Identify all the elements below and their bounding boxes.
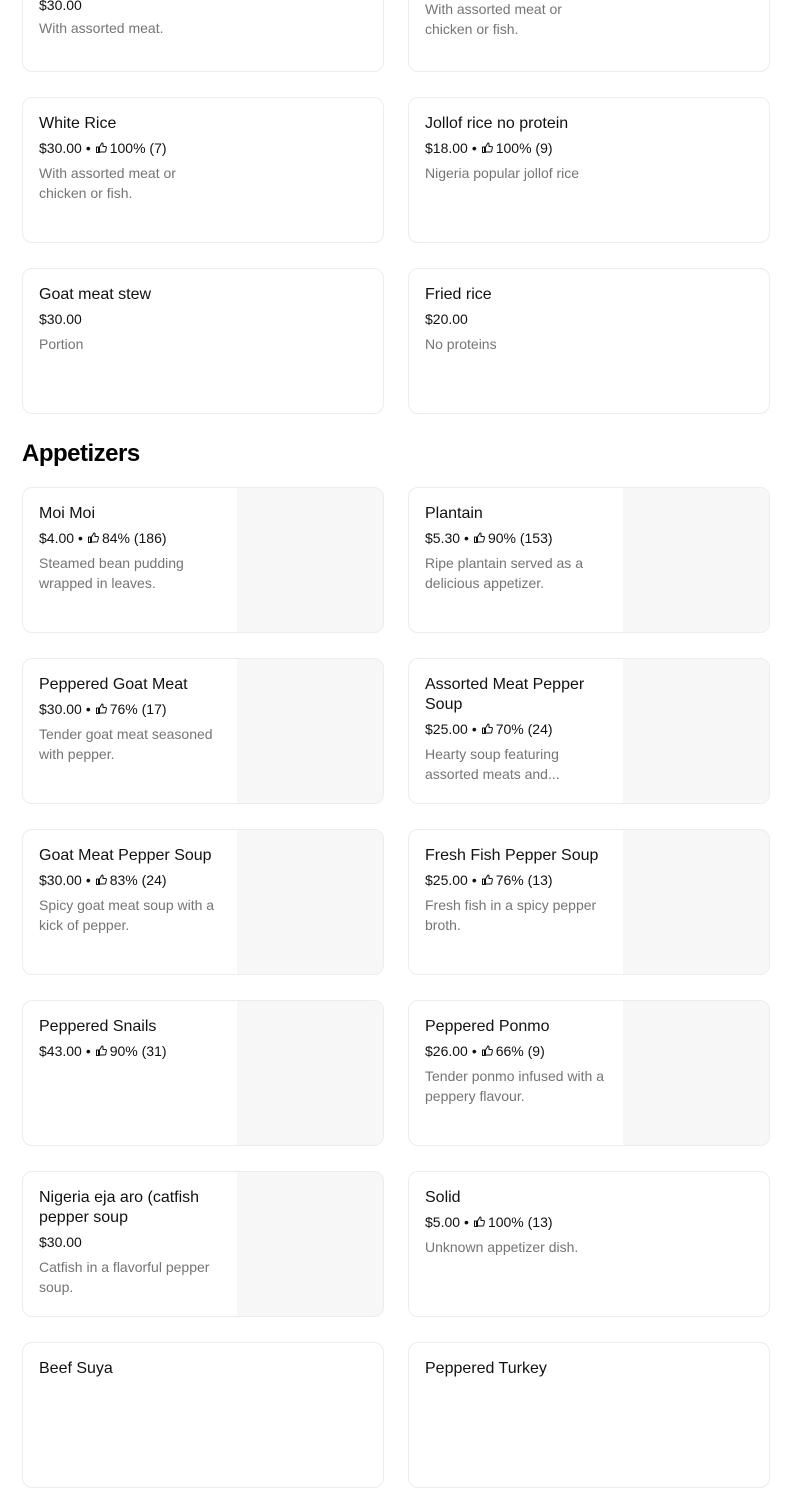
item-price: $25.00 (425, 872, 468, 888)
item-name: White Rice (39, 115, 117, 132)
item-rating: 100% (7) (109, 140, 167, 156)
item-meta: $30.00 • 76% (17) (39, 701, 167, 717)
item-meta: $43.00 • 90% (31) (39, 1043, 167, 1059)
item-description: Steamed bean pudding wrapped in leaves. (39, 555, 184, 591)
item-name: Peppered Snails (39, 1018, 157, 1035)
menu-item-card[interactable] (22, 487, 384, 633)
item-description: Fresh fish in a spicy pepper broth. (425, 897, 597, 933)
item-rating: 100% (9) (495, 140, 553, 156)
menu-item-card[interactable] (408, 487, 770, 633)
item-meta: $25.00 • 70% (24) (425, 721, 553, 737)
item-image-placeholder (623, 830, 769, 974)
item-meta: $30.00 • 83% (24) (39, 872, 167, 888)
item-image-placeholder (623, 488, 769, 632)
item-name: Plantain (425, 505, 483, 522)
item-image-placeholder (237, 1001, 383, 1145)
item-description: Unknown appetizer dish. (425, 1239, 579, 1255)
item-description: Catfish in a flavorful pepper soup. (39, 1259, 210, 1295)
item-name: Moi Moi (39, 505, 96, 522)
item-name: Jollof rice no protein (425, 115, 569, 132)
item-rating: 84% (186) (101, 530, 167, 546)
item-image-placeholder (623, 659, 769, 803)
item-meta (39, 310, 367, 328)
item-meta (39, 1233, 223, 1251)
item-meta: $18.00 • 100% (9) (425, 140, 553, 156)
menu-item-card[interactable] (22, 829, 384, 975)
item-description: Tender ponmo infused with a peppery flavour. (425, 1068, 604, 1104)
item-description: Hearty soup featuring assorted meats and... (425, 746, 560, 782)
item-name: Solid (425, 1189, 461, 1206)
item-rating: 90% (153) (487, 530, 553, 546)
menu-item-card[interactable] (22, 1171, 384, 1317)
item-price: $30.00 (39, 872, 82, 888)
thumbs-up-icon (473, 532, 485, 544)
thumbs-up-icon (95, 874, 107, 886)
item-name: Fried rice (425, 286, 492, 303)
item-image-placeholder (237, 1172, 383, 1316)
item-description: Tender goat meat seasoned with pepper. (39, 726, 213, 762)
item-description: Portion (39, 336, 84, 352)
item-meta: $5.30 • 90% (153) (425, 530, 553, 546)
menu-item-card[interactable] (22, 0, 384, 72)
item-price: $18.00 (425, 140, 468, 156)
item-meta (425, 310, 753, 328)
item-meta: $4.00 • 84% (186) (39, 530, 167, 546)
thumbs-up-icon (481, 142, 493, 154)
item-rating: 76% (17) (109, 701, 167, 717)
thumbs-up-icon (95, 1045, 107, 1057)
section-title-appetizers: Appetizers (22, 440, 140, 467)
item-image-placeholder (237, 830, 383, 974)
item-description: Spicy goat meat soup with a kick of pepper. (39, 897, 215, 933)
menu-item-card[interactable] (408, 1000, 770, 1146)
item-price: $20.00 (425, 311, 468, 327)
item-name: Peppered Ponmo (425, 1018, 550, 1035)
item-price: $5.00 (425, 1214, 461, 1230)
item-price: $30.00 (39, 701, 82, 717)
item-price: $25.00 (425, 721, 468, 737)
menu-item-card[interactable] (408, 829, 770, 975)
item-price: $43.00 (39, 1043, 82, 1059)
menu-item-card[interactable] (22, 1342, 384, 1488)
item-name: Nigeria eja aro (catfish pepper soup (39, 1189, 200, 1226)
item-image-placeholder (237, 659, 383, 803)
item-description: No proteins (425, 336, 497, 352)
item-meta: $25.00 • 76% (13) (425, 872, 553, 888)
item-price: $26.00 (425, 1043, 468, 1059)
menu-item-card[interactable] (22, 97, 384, 243)
item-price: $30.00 (39, 1234, 82, 1250)
item-name: Peppered Goat Meat (39, 676, 188, 693)
menu-item-card[interactable] (408, 0, 770, 72)
item-rating: 70% (24) (495, 721, 553, 737)
menu-item-card[interactable] (408, 1171, 770, 1317)
item-rating: 76% (13) (495, 872, 553, 888)
menu-item-card[interactable] (22, 658, 384, 804)
menu-item-card[interactable] (408, 658, 770, 804)
menu-item-card[interactable] (408, 268, 770, 414)
item-rating: 83% (24) (109, 872, 167, 888)
item-description: With assorted meat or chicken or fish. (425, 1, 562, 37)
item-price: $30.00 (39, 311, 82, 327)
item-rating: 90% (31) (109, 1043, 167, 1059)
item-meta: $30.00 • 100% (7) (39, 140, 167, 156)
thumbs-up-icon (95, 703, 107, 715)
item-name: Fresh Fish Pepper Soup (425, 847, 599, 864)
item-description: Nigeria popular jollof rice (425, 165, 580, 181)
item-price-row (39, 0, 367, 14)
thumbs-up-icon (95, 142, 107, 154)
thumbs-up-icon (481, 723, 493, 735)
item-description: Ripe plantain served as a delicious appetizer. (425, 555, 583, 591)
thumbs-up-icon (481, 1045, 493, 1057)
item-name: Beef Suya (39, 1360, 113, 1377)
item-rating: 66% (9) (495, 1043, 545, 1059)
item-rating: 100% (13) (487, 1214, 553, 1230)
item-description: With assorted meat. (39, 20, 164, 36)
item-price: $5.30 (425, 530, 461, 546)
thumbs-up-icon (481, 874, 493, 886)
menu-item-card[interactable] (408, 1342, 770, 1488)
thumbs-up-icon (473, 1216, 485, 1228)
item-image-placeholder (237, 488, 383, 632)
item-price: $30.00 (39, 0, 82, 13)
item-meta: $26.00 • 66% (9) (425, 1043, 545, 1059)
menu-item-card[interactable] (22, 268, 384, 414)
menu-item-card[interactable] (408, 97, 770, 243)
item-name: Assorted Meat Pepper Soup (425, 676, 585, 713)
item-image-placeholder (623, 1001, 769, 1145)
item-meta: $5.00 • 100% (13) (425, 1214, 553, 1230)
thumbs-up-icon (87, 532, 99, 544)
item-name: Goat meat stew (39, 286, 152, 303)
item-price: $30.00 (39, 140, 82, 156)
item-name: Peppered Turkey (425, 1360, 547, 1377)
item-name: Goat Meat Pepper Soup (39, 847, 212, 864)
item-description: With assorted meat or chicken or fish. (39, 165, 176, 201)
menu-item-card[interactable] (22, 1000, 384, 1146)
item-price: $4.00 (39, 530, 75, 546)
